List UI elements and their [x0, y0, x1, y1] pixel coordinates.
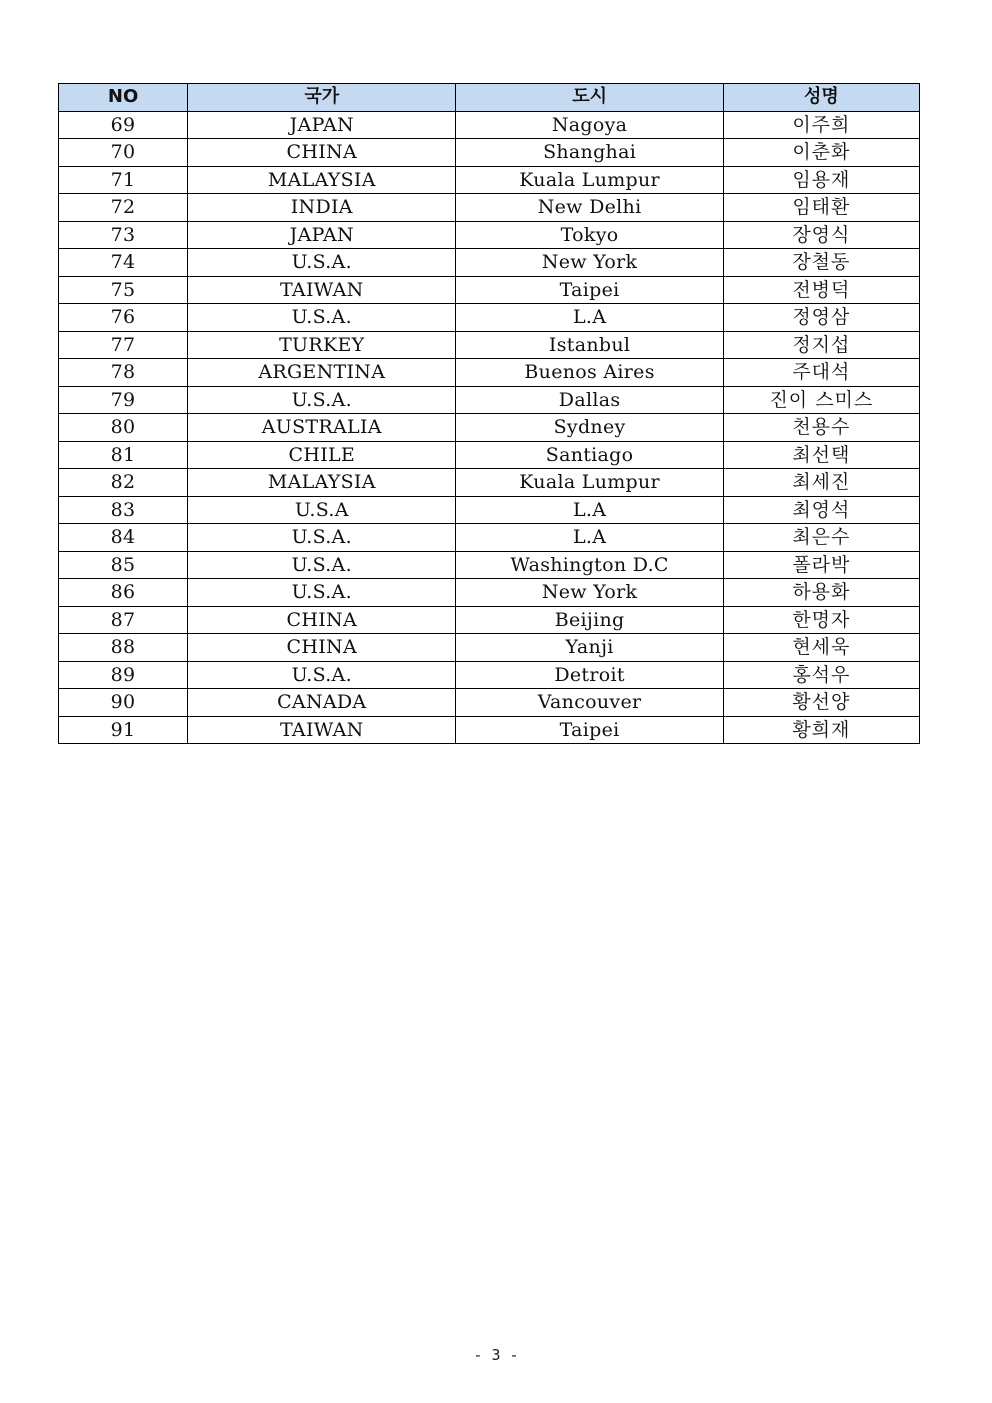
cell-no: 81	[59, 441, 188, 469]
cell-name: 천용수	[723, 414, 919, 442]
table-row	[59, 359, 920, 387]
page-number: - 3 -	[473, 1346, 519, 1364]
cell-no: 75	[59, 276, 188, 304]
cell-no: 73	[59, 221, 188, 249]
cell-country: CHINA	[188, 634, 456, 662]
cell-country: JAPAN	[188, 221, 456, 249]
cell-name: 이춘화	[723, 139, 919, 167]
cell-no: 79	[59, 386, 188, 414]
cell-no: 80	[59, 414, 188, 442]
cell-city: New York	[456, 579, 723, 607]
cell-city: Yanji	[456, 634, 723, 662]
table-row	[59, 276, 920, 304]
cell-city: Buenos Aires	[456, 359, 723, 387]
cell-no: 85	[59, 551, 188, 579]
cell-name: 장영식	[723, 221, 919, 249]
cell-city: New Delhi	[456, 194, 723, 222]
cell-no: 91	[59, 716, 188, 744]
cell-name: 정지섭	[723, 331, 919, 359]
cell-country: TAIWAN	[188, 716, 456, 744]
cell-no: 78	[59, 359, 188, 387]
table-row	[59, 634, 920, 662]
cell-city: L.A	[456, 304, 723, 332]
header-country: 국가	[188, 84, 456, 112]
cell-name: 최세진	[723, 469, 919, 497]
table-row	[59, 249, 920, 277]
table-row	[59, 194, 920, 222]
table-row	[59, 386, 920, 414]
cell-country: TAIWAN	[188, 276, 456, 304]
cell-city: Taipei	[456, 716, 723, 744]
cell-no: 88	[59, 634, 188, 662]
cell-name: 전병덕	[723, 276, 919, 304]
cell-country: JAPAN	[188, 111, 456, 139]
cell-city: Kuala Lumpur	[456, 469, 723, 497]
cell-country: U.S.A.	[188, 524, 456, 552]
cell-no: 70	[59, 139, 188, 167]
cell-city: Kuala Lumpur	[456, 166, 723, 194]
table-row	[59, 469, 920, 497]
cell-city: Sydney	[456, 414, 723, 442]
cell-name: 한명자	[723, 606, 919, 634]
cell-country: ARGENTINA	[188, 359, 456, 387]
table-row	[59, 496, 920, 524]
cell-name: 장철동	[723, 249, 919, 277]
header-no: NO	[59, 84, 188, 112]
cell-no: 89	[59, 661, 188, 689]
cell-city: Taipei	[456, 276, 723, 304]
cell-no: 87	[59, 606, 188, 634]
cell-no: 69	[59, 111, 188, 139]
table-row	[59, 414, 920, 442]
cell-no: 82	[59, 469, 188, 497]
cell-country: INDIA	[188, 194, 456, 222]
table-row	[59, 689, 920, 717]
cell-no: 86	[59, 579, 188, 607]
table-row	[59, 166, 920, 194]
table-row	[59, 441, 920, 469]
table-row	[59, 111, 920, 139]
cell-city: Beijing	[456, 606, 723, 634]
cell-no: 72	[59, 194, 188, 222]
table-row	[59, 579, 920, 607]
cell-name: 임용재	[723, 166, 919, 194]
cell-city: Vancouver	[456, 689, 723, 717]
cell-name: 정영삼	[723, 304, 919, 332]
cell-city: L.A	[456, 496, 723, 524]
cell-name: 황선양	[723, 689, 919, 717]
cell-country: U.S.A.	[188, 304, 456, 332]
table-row	[59, 661, 920, 689]
cell-name: 최영석	[723, 496, 919, 524]
cell-name: 이주희	[723, 111, 919, 139]
cell-city: L.A	[456, 524, 723, 552]
table-row	[59, 524, 920, 552]
table-header	[59, 84, 920, 112]
cell-name: 폴라박	[723, 551, 919, 579]
cell-no: 76	[59, 304, 188, 332]
header-row	[59, 84, 920, 112]
cell-country: CHINA	[188, 139, 456, 167]
cell-city: Shanghai	[456, 139, 723, 167]
cell-country: CHINA	[188, 606, 456, 634]
cell-name: 임태환	[723, 194, 919, 222]
cell-no: 71	[59, 166, 188, 194]
table-row	[59, 606, 920, 634]
cell-name: 황희재	[723, 716, 919, 744]
table-row	[59, 221, 920, 249]
cell-no: 90	[59, 689, 188, 717]
cell-city: Washington D.C	[456, 551, 723, 579]
table-row	[59, 331, 920, 359]
cell-country: U.S.A.	[188, 386, 456, 414]
cell-country: CHILE	[188, 441, 456, 469]
cell-city: Tokyo	[456, 221, 723, 249]
cell-city: New York	[456, 249, 723, 277]
header-city: 도시	[456, 84, 723, 112]
cell-country: MALAYSIA	[188, 469, 456, 497]
cell-no: 74	[59, 249, 188, 277]
header-name: 성명	[723, 84, 919, 112]
cell-country: U.S.A.	[188, 551, 456, 579]
cell-country: TURKEY	[188, 331, 456, 359]
cell-country: U.S.A	[188, 496, 456, 524]
cell-country: U.S.A.	[188, 661, 456, 689]
cell-name: 최선택	[723, 441, 919, 469]
cell-country: CANADA	[188, 689, 456, 717]
cell-no: 77	[59, 331, 188, 359]
table-row	[59, 551, 920, 579]
cell-name: 주대석	[723, 359, 919, 387]
cell-no: 83	[59, 496, 188, 524]
cell-name: 최은수	[723, 524, 919, 552]
cell-city: Detroit	[456, 661, 723, 689]
cell-name: 진이 스미스	[723, 386, 919, 414]
cell-name: 하용화	[723, 579, 919, 607]
cell-name: 홍석우	[723, 661, 919, 689]
cell-no: 84	[59, 524, 188, 552]
roster-table	[58, 83, 920, 744]
cell-country: U.S.A.	[188, 249, 456, 277]
cell-country: AUSTRALIA	[188, 414, 456, 442]
table-row	[59, 304, 920, 332]
cell-city: Santiago	[456, 441, 723, 469]
cell-country: MALAYSIA	[188, 166, 456, 194]
table-row	[59, 139, 920, 167]
cell-city: Nagoya	[456, 111, 723, 139]
cell-city: Istanbul	[456, 331, 723, 359]
cell-country: U.S.A.	[188, 579, 456, 607]
table-body	[59, 111, 920, 744]
cell-name: 현세욱	[723, 634, 919, 662]
table-row	[59, 716, 920, 744]
cell-city: Dallas	[456, 386, 723, 414]
